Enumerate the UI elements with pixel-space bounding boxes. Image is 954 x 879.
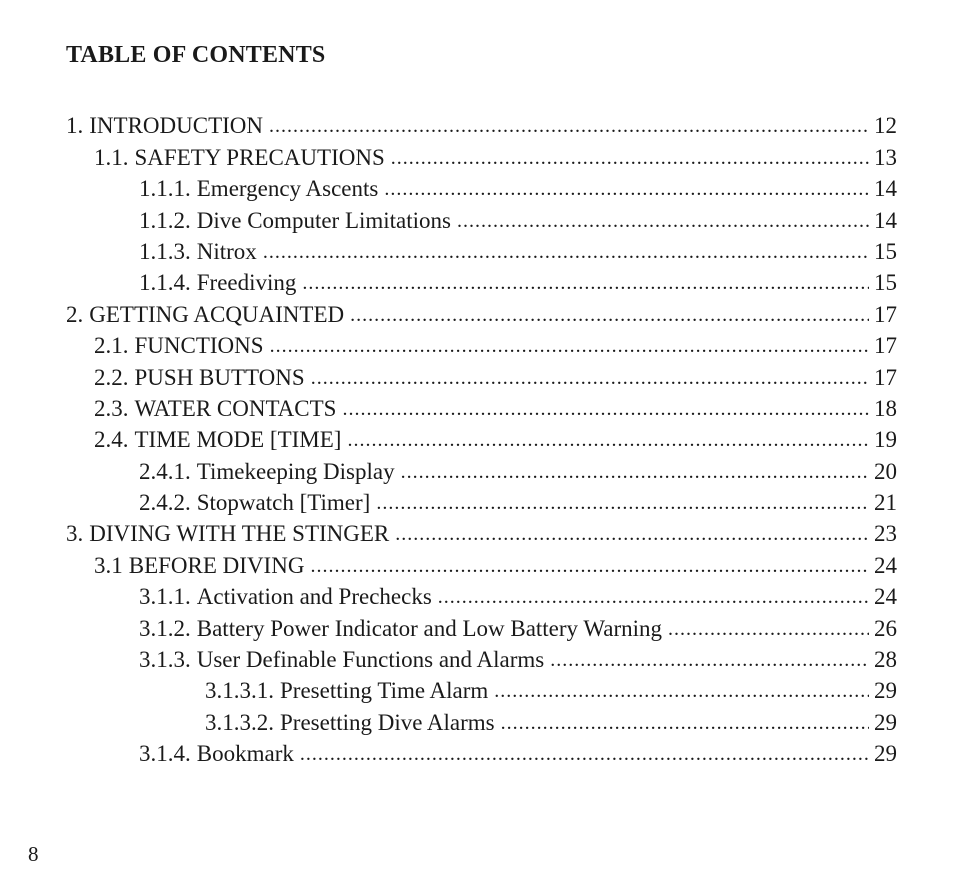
toc-entry-page: 29	[874, 678, 897, 704]
dot-leader	[300, 742, 869, 766]
toc-entry-title: Freediving	[196, 270, 297, 296]
toc-entry-title: WATER CONTACTS	[134, 395, 337, 421]
toc-entry-title: Bookmark	[196, 741, 294, 767]
dot-leader	[668, 617, 869, 641]
dot-leader	[342, 397, 869, 421]
toc-entry-page: 15	[874, 238, 897, 264]
dot-leader	[438, 585, 869, 609]
toc-entry-title: Stopwatch [Timer]	[196, 490, 371, 516]
toc-entry[interactable]	[66, 390, 897, 421]
toc-entry[interactable]	[66, 672, 897, 703]
toc-entry[interactable]	[66, 421, 897, 452]
toc-entry[interactable]	[66, 201, 897, 232]
toc-entry-title: GETTING ACQUAINTED	[89, 301, 345, 327]
toc-entry[interactable]	[66, 264, 897, 295]
toc-entry-number: 2.4.2.	[139, 490, 191, 516]
toc-entry-title: Activation and Prechecks	[196, 584, 432, 610]
toc-entry-number: 1.	[66, 113, 84, 139]
toc-entry-number: 3.1.4.	[139, 741, 191, 767]
toc-entry-number: 1.1.1.	[139, 176, 191, 202]
toc-entry-number: 2.4.	[94, 427, 129, 453]
toc-entry-title: TIME MODE [TIME]	[134, 427, 342, 453]
toc-entry-title: Presetting Time Alarm	[280, 678, 489, 704]
page-number: 8	[28, 842, 39, 866]
toc-entry-title: DIVING WITH THE STINGER	[89, 521, 390, 547]
toc-entry[interactable]	[66, 484, 897, 515]
toc-entry-title: Nitrox	[196, 238, 257, 264]
dot-leader	[384, 177, 869, 201]
toc-entry-title: SAFETY PRECAUTIONS	[134, 144, 385, 170]
toc-entry-number: 2.2.	[94, 364, 129, 390]
toc-entry-number: 3.1.3.2.	[205, 709, 274, 735]
dot-leader	[376, 491, 869, 515]
toc-entry-page: 13	[874, 144, 897, 170]
toc-entry-title: User Definable Functions and Alarms	[196, 647, 545, 673]
toc-entry[interactable]	[66, 233, 897, 264]
toc-entry-page: 24	[874, 584, 897, 610]
toc-entry-page: 17	[874, 364, 897, 390]
toc-entry[interactable]	[66, 578, 897, 609]
toc-entry-number: 3.1.3.	[139, 647, 191, 673]
toc-entry-page: 24	[874, 552, 897, 578]
toc-entry-page: 14	[874, 176, 897, 202]
toc-entry[interactable]	[66, 452, 897, 483]
toc-entry-page: 12	[874, 113, 897, 139]
dot-leader	[401, 460, 869, 484]
toc-entry[interactable]	[66, 327, 897, 358]
toc-entry-number: 3.1.3.1.	[205, 678, 274, 704]
toc-entry-page: 28	[874, 647, 897, 673]
toc-entry-title: Battery Power Indicator and Low Battery Warning	[196, 615, 663, 641]
toc-entry-title: Dive Computer Limitations	[196, 207, 451, 233]
toc-entry-title: FUNCTIONS	[134, 333, 264, 359]
toc-entry-number: 3.	[66, 521, 84, 547]
toc-entry-page: 29	[874, 709, 897, 735]
toc-entry[interactable]	[66, 609, 897, 640]
toc-entry[interactable]	[66, 170, 897, 201]
toc-entry-number: 3.1	[94, 552, 123, 578]
dot-leader	[311, 366, 869, 390]
dot-leader	[391, 146, 869, 170]
toc-entry[interactable]	[66, 107, 897, 138]
toc-entry-page: 26	[874, 615, 897, 641]
toc-entry-page: 17	[874, 333, 897, 359]
toc-entry[interactable]	[66, 641, 897, 672]
toc-entry-number: 3.1.1.	[139, 584, 191, 610]
toc-entry-page: 17	[874, 301, 897, 327]
dot-leader	[457, 209, 869, 233]
toc-entry[interactable]	[66, 138, 897, 169]
dot-leader	[310, 554, 869, 578]
toc-entry-page: 14	[874, 207, 897, 233]
page-title: TABLE OF CONTENTS	[66, 42, 326, 68]
dot-leader	[263, 240, 869, 264]
toc-entry-number: 1.1.2.	[139, 207, 191, 233]
toc-entry-number: 2.4.1.	[139, 458, 191, 484]
toc-entry-number: 1.1.4.	[139, 270, 191, 296]
toc-entry-number: 2.	[66, 301, 84, 327]
dot-leader	[302, 271, 869, 295]
toc-entry-number: 1.1.	[94, 144, 129, 170]
dot-leader	[550, 648, 869, 672]
toc-entry-page: 23	[874, 521, 897, 547]
toc-entry-title: Emergency Ascents	[196, 176, 379, 202]
toc-entry-title: INTRODUCTION	[89, 113, 264, 139]
dot-leader	[269, 114, 869, 138]
toc-entry-page: 19	[874, 427, 897, 453]
toc-entry-page: 20	[874, 458, 897, 484]
toc-entry-title: Timekeeping Display	[196, 458, 395, 484]
toc-entry-title: PUSH BUTTONS	[134, 364, 305, 390]
dot-leader	[395, 522, 869, 546]
toc-entry-page: 21	[874, 490, 897, 516]
toc-entry-number: 2.3.	[94, 395, 129, 421]
dot-leader	[494, 679, 869, 703]
toc-entry[interactable]	[66, 358, 897, 389]
toc-entry-page: 15	[874, 270, 897, 296]
toc-entry-title: Presetting Dive Alarms	[280, 709, 495, 735]
toc-entry-page: 29	[874, 741, 897, 767]
toc-entry[interactable]	[66, 703, 897, 734]
dot-leader	[501, 711, 869, 735]
dot-leader	[270, 334, 869, 358]
dot-leader	[350, 303, 869, 327]
toc-entry[interactable]	[66, 515, 897, 546]
toc-entry-number: 1.1.3.	[139, 238, 191, 264]
table-of-contents	[66, 107, 897, 766]
toc-entry[interactable]	[66, 546, 897, 577]
toc-entry[interactable]	[66, 295, 897, 326]
toc-entry-number: 3.1.2.	[139, 615, 191, 641]
toc-entry[interactable]	[66, 735, 897, 766]
toc-entry-number: 2.1.	[94, 333, 129, 359]
dot-leader	[347, 428, 869, 452]
toc-entry-title: BEFORE DIVING	[128, 552, 305, 578]
toc-entry-page: 18	[874, 395, 897, 421]
